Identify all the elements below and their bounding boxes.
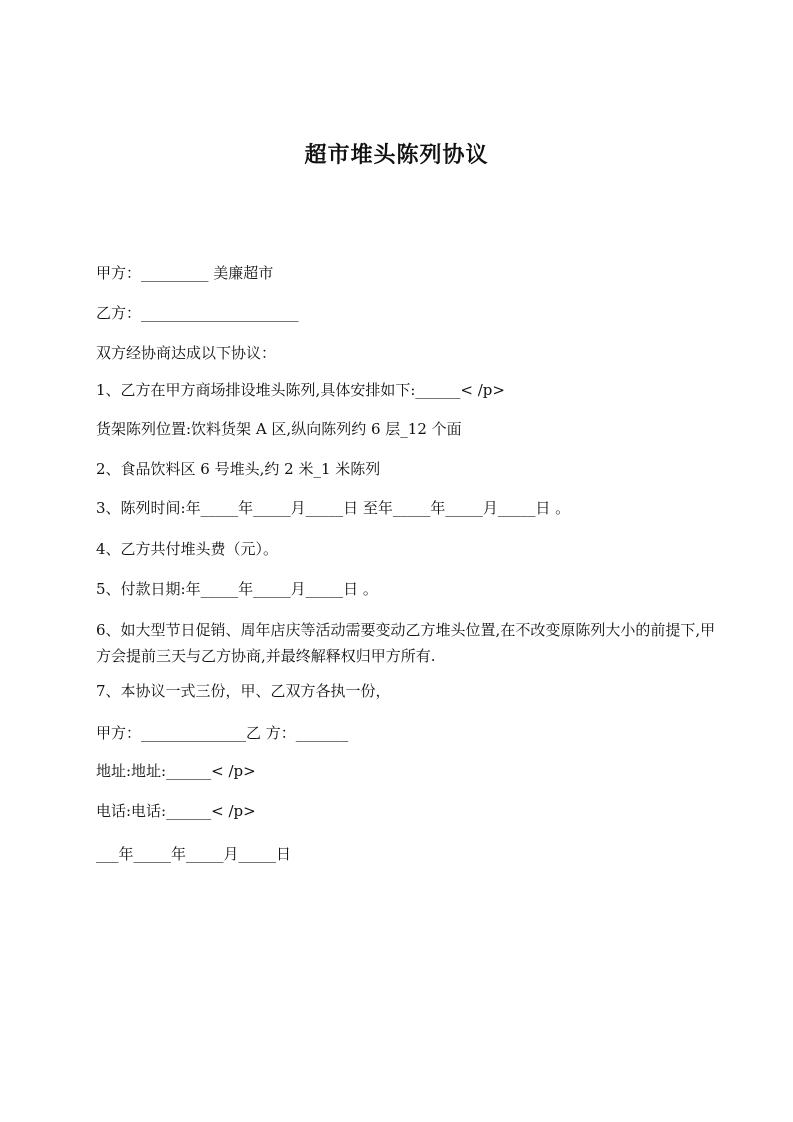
clause-7: 7、本协议一式三份，甲、乙双方各执一份， xyxy=(96,682,391,700)
party-b-line: 乙方：_____________________ xyxy=(96,304,299,322)
clause-3: 3、陈列时间:年_____年_____月_____日 至年_____年_____月_____日 。 xyxy=(96,499,571,517)
clause-1-detail: 货架陈列位置:饮料货架 A 区,纵向陈列约 6 层_12 个面 xyxy=(96,420,462,438)
clause-1: 1、乙方在甲方商场排设堆头陈列,具体安排如下:______< /p> xyxy=(96,381,505,399)
signature-parties-line: 甲方：______________乙 方：_______ xyxy=(96,724,349,742)
clause-6: 6、如大型节日促销、周年店庆等活动需要变动乙方堆头位置,在不改变原陈列大小的前提下,甲方会提前三天与乙方协商,并最终解释权归甲方所有. xyxy=(96,621,716,665)
signature-phone-line: 电话:电话:______< /p> xyxy=(96,802,256,820)
clause-2: 2、食品饮料区 6 号堆头,约 2 米_1 米陈列 xyxy=(96,460,381,478)
signature-address-line: 地址:地址:______< /p> xyxy=(96,762,256,780)
clause-4: 4、乙方共付堆头费（元）。 xyxy=(96,540,279,558)
document-title: 超市堆头陈列协议 xyxy=(304,143,489,168)
signature-date-line: ___年_____年_____月_____日 xyxy=(96,845,292,863)
clause-5: 5、付款日期:年_____年_____月_____日 。 xyxy=(96,580,378,598)
agreement-intro: 双方经协商达成以下协议： xyxy=(96,344,277,362)
party-a-line: 甲方：_________ 美廉超市 xyxy=(96,264,274,282)
